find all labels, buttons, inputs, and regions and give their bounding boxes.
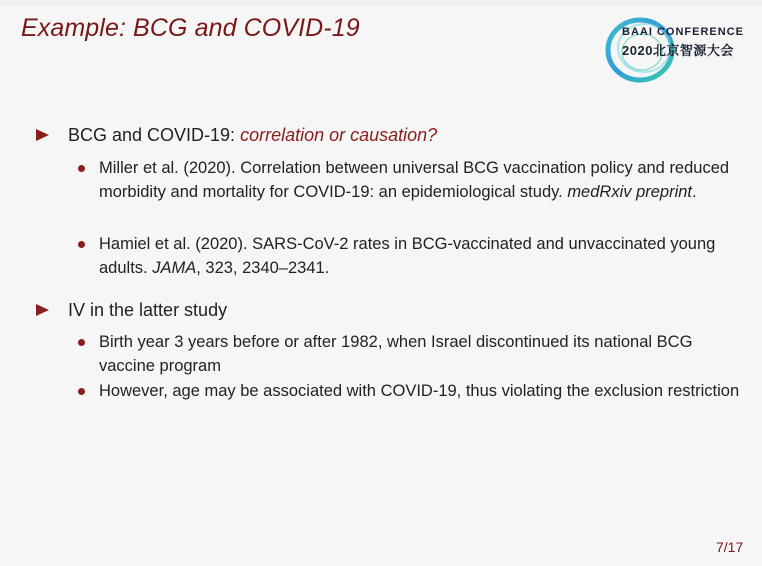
bullet-italic: medRxiv preprint: [567, 182, 693, 201]
triangle-bullet-icon: [36, 129, 49, 141]
bullet-text: [99, 157, 749, 204]
list-item: [78, 331, 748, 379]
logo-line1: BAAI CONFERENCE: [622, 26, 744, 38]
heading-emphasis: correlation or causation?: [240, 125, 438, 145]
bullet-tail: , 323, 2340–2341.: [196, 258, 330, 277]
bullet-italic: JAMA: [152, 258, 197, 277]
logo-line2: 2020北京智源大会: [622, 43, 734, 58]
dot-bullet-icon: [78, 165, 85, 172]
bullet-text: [99, 233, 749, 280]
bullet-tail: .: [692, 182, 697, 201]
section-heading-text: [68, 300, 227, 321]
section-heading-text: [68, 125, 437, 146]
top-rule: [0, 0, 762, 6]
dot-bullet-icon: [78, 388, 85, 395]
heading-plain: BCG and COVID-19:: [68, 125, 241, 145]
bullet-text: However, age may be associated with COVID-19, thus violating the exclusion restriction: [99, 382, 740, 400]
dot-bullet-icon: [78, 241, 85, 248]
dot-bullet-icon: [78, 339, 85, 346]
triangle-bullet-icon: [36, 304, 49, 316]
bullet-text: Birth year 3 years before or after 1982, when Israel discontinued its national BCG vaccine program: [99, 333, 693, 375]
baai-conference-logo: [602, 8, 756, 86]
heading-plain: IV in the latter study: [68, 300, 228, 320]
page-number: 7/17: [716, 539, 744, 555]
list-item: [78, 157, 748, 229]
slide-title: Example: BCG and COVID-19: [21, 14, 360, 42]
list-item: [78, 380, 748, 428]
bullet-plain: Hamiel et al. (2020). SARS-CoV-2 rates in BCG-vaccinated and unvaccinated young adults.: [99, 235, 716, 277]
list-item: [78, 233, 748, 281]
bullet-plain: Miller et al. (2020). Correlation between universal BCG vaccination policy and reduced morbidity and mortality for COVID-19: an epidemiological study.: [99, 159, 730, 201]
